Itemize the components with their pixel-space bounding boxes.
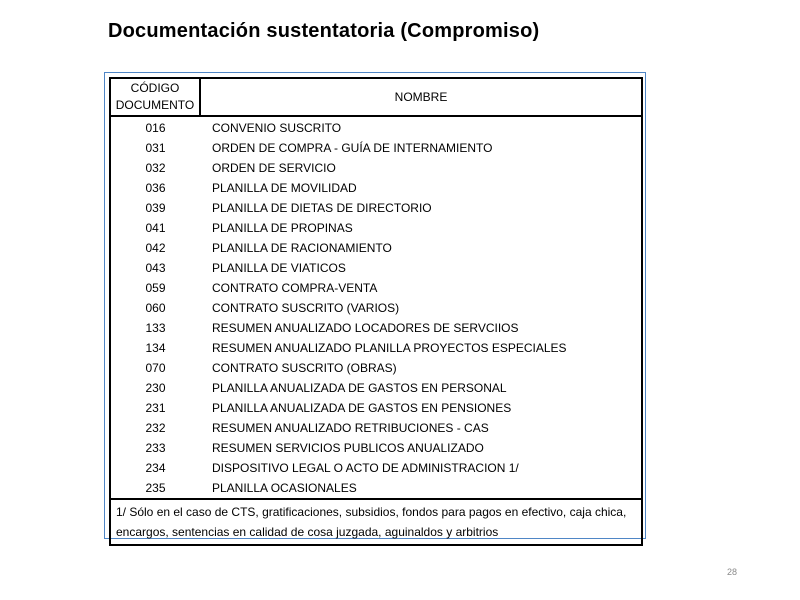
table-row [110, 478, 642, 499]
document-codes-table [109, 77, 643, 546]
row-code: 231 [110, 398, 200, 418]
footnote-row [110, 499, 642, 545]
row-code: 234 [110, 458, 200, 478]
row-code: 133 [110, 318, 200, 338]
row-name: PLANILLA DE DIETAS DE DIRECTORIO [200, 198, 642, 218]
row-name: DISPOSITIVO LEGAL O ACTO DE ADMINISTRACION 1/ [200, 458, 642, 478]
row-name: RESUMEN SERVICIOS PUBLICOS ANUALIZADO [200, 438, 642, 458]
row-name: PLANILLA DE VIATICOS [200, 258, 642, 278]
row-code: 235 [110, 478, 200, 499]
row-code: 230 [110, 378, 200, 398]
row-name: RESUMEN ANUALIZADO LOCADORES DE SERVCIIOS [200, 318, 642, 338]
row-name: ORDEN DE COMPRA - GUÍA DE INTERNAMIENTO [200, 138, 642, 158]
row-name: PLANILLA DE MOVILIDAD [200, 178, 642, 198]
footnote: 1/ Sólo en el caso de CTS, gratificaciones, subsidios, fondos para pagos en efectivo, caja chica, encargos, sentencias en calidad de cosa juzgada, aguinaldos y arbitrios [110, 499, 642, 545]
row-name: PLANILLA DE RACIONAMIENTO [200, 238, 642, 258]
row-code: 031 [110, 138, 200, 158]
table-row [110, 458, 642, 478]
table-frame [104, 72, 646, 539]
header-code [110, 78, 200, 116]
row-code: 043 [110, 258, 200, 278]
row-code: 134 [110, 338, 200, 358]
table-row [110, 278, 642, 298]
header-code-line2: DOCUMENTO [115, 98, 195, 112]
row-code: 041 [110, 218, 200, 238]
table-row [110, 298, 642, 318]
row-name: PLANILLA OCASIONALES [200, 478, 642, 499]
table-row [110, 258, 642, 278]
table-row [110, 358, 642, 378]
row-code: 233 [110, 438, 200, 458]
row-name: CONTRATO SUSCRITO (VARIOS) [200, 298, 642, 318]
row-code: 016 [110, 116, 200, 138]
row-code: 060 [110, 298, 200, 318]
row-name: PLANILLA ANUALIZADA DE GASTOS EN PENSIONES [200, 398, 642, 418]
table-row [110, 178, 642, 198]
row-code: 070 [110, 358, 200, 378]
page-number: 28 [727, 567, 738, 577]
table-row [110, 318, 642, 338]
page-title: Documentación sustentatoria (Compromiso) [108, 20, 540, 42]
row-name: CONVENIO SUSCRITO [200, 116, 642, 138]
row-code: 039 [110, 198, 200, 218]
row-name: RESUMEN ANUALIZADO PLANILLA PROYECTOS ESPECIALES [200, 338, 642, 358]
table-row [110, 398, 642, 418]
table-row [110, 418, 642, 438]
table-header-row [110, 78, 642, 116]
header-code-line1: CÓDIGO [130, 81, 180, 95]
row-code: 059 [110, 278, 200, 298]
row-code: 042 [110, 238, 200, 258]
row-name: CONTRATO COMPRA-VENTA [200, 278, 642, 298]
table-row [110, 158, 642, 178]
table-row [110, 438, 642, 458]
table-row [110, 198, 642, 218]
row-code: 232 [110, 418, 200, 438]
table-body [110, 116, 642, 499]
table-row [110, 238, 642, 258]
table-row [110, 378, 642, 398]
row-name: ORDEN DE SERVICIO [200, 158, 642, 178]
row-code: 032 [110, 158, 200, 178]
table-row [110, 138, 642, 158]
header-name: NOMBRE [200, 78, 642, 116]
row-name: CONTRATO SUSCRITO (OBRAS) [200, 358, 642, 378]
table-row [110, 218, 642, 238]
row-name: PLANILLA DE PROPINAS [200, 218, 642, 238]
row-code: 036 [110, 178, 200, 198]
row-name: RESUMEN ANUALIZADO RETRIBUCIONES - CAS [200, 418, 642, 438]
table-row [110, 338, 642, 358]
table-row [110, 116, 642, 138]
row-name: PLANILLA ANUALIZADA DE GASTOS EN PERSONAL [200, 378, 642, 398]
